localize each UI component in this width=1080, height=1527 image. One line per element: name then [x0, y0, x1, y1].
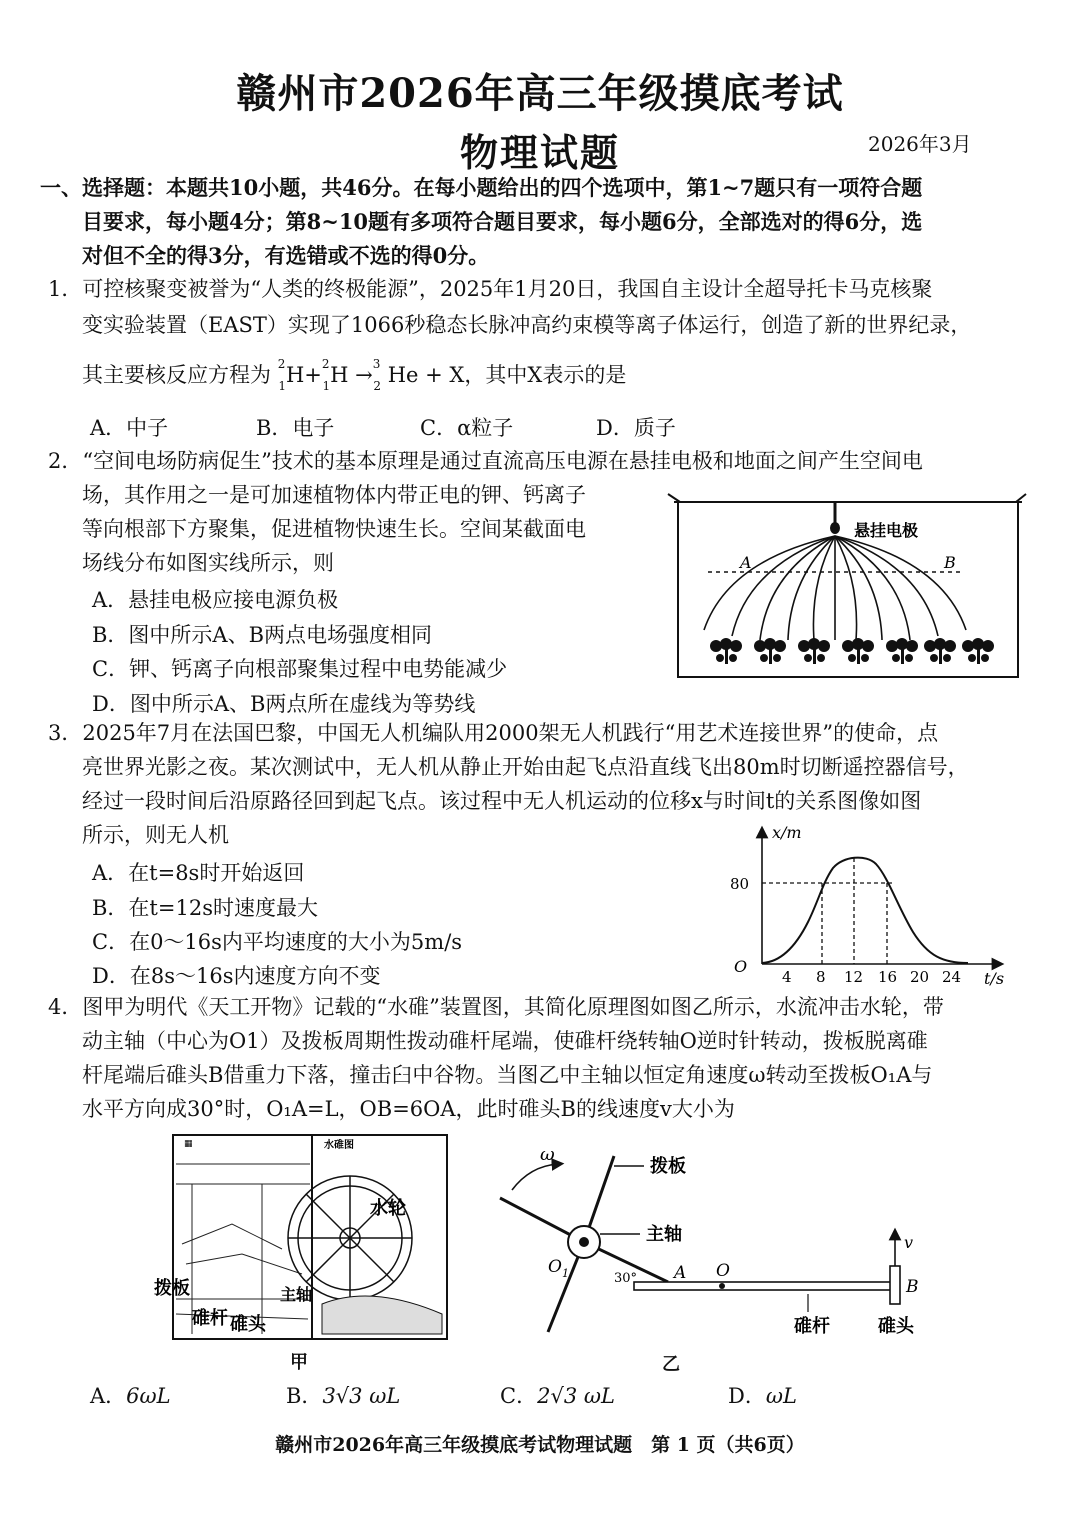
q2-electric-field-figure [668, 490, 1028, 690]
q3-displacement-time-graph [728, 822, 1018, 994]
x-tick-8: 8 [816, 968, 826, 986]
q4-figure-yi [490, 1130, 930, 1342]
jia-axle-label: 主轴 [280, 1285, 313, 1304]
q2-option-c[interactable]: C．钾、钙离子向根部聚集过程中电势能减少 [92, 657, 508, 681]
jia-inset-label: 水碓图 [324, 1140, 354, 1151]
o1-label: $O_1$ [548, 1257, 569, 1280]
x-tick-20: 20 [910, 968, 930, 986]
q4-line-2: 动主轴（中心为O1）及拨板周期性拨动碓杆尾端，使碓杆绕转轴O逆时针转动，拨板脱离碓 [82, 1029, 928, 1053]
q1-eq-prefix: 其主要核反应方程为 [82, 363, 271, 387]
q1-eq-suffix: ，其中X表示的是 [464, 363, 627, 387]
lever-bar [634, 1282, 898, 1290]
page-footer: 赣州市2026年高三年级摸底考试物理试题 第 1 页（共6页） [275, 1434, 805, 1456]
q1-line-1: 1．可控核聚变被誉为“人类的终极能源”，2025年1月20日，我国自主设计全超导托卡马克核聚 [48, 277, 933, 301]
q3-option-a[interactable]: A．在t=8s时开始返回 [92, 861, 305, 885]
exam-subtitle: 物理试题 [459, 130, 620, 175]
angle-label: 30° [614, 1271, 638, 1286]
q4-option-a[interactable]: A．6ωL [90, 1384, 171, 1408]
q3-line-3: 经过一段时间后沿原路径回到起飞点。该过程中无人机运动的位移x与时间t的关系图像如图 [82, 789, 922, 813]
rotation-arrow [512, 1164, 558, 1190]
exam-date: 2026年3月 [868, 132, 972, 156]
jia-top-glyph: ▦ [184, 1139, 193, 1149]
q4-figure-jia [154, 1134, 448, 1340]
yi-lever-label: 碓杆 [794, 1316, 830, 1337]
x-axis-label: t/s [984, 969, 1005, 988]
point-o-yi: O [716, 1261, 730, 1281]
suspended-electrode [830, 502, 840, 534]
q4-line-4: 水平方向成30°时，O₁A=L，OB=6OA，此时碓头B的线速度v大小为 [82, 1097, 735, 1121]
exam-title: 赣州市2026年高三年级摸底考试 [236, 70, 844, 117]
q4-line-3: 杆尾端后碓头B借重力下落，撞击臼中谷物。当图乙中主轴以恒定角速度ω转动至拨板O₁A与 [82, 1063, 933, 1087]
q2-line-3: 等向根部下方聚集，促进植物快速生长。空间某截面电 [82, 517, 586, 541]
section-heading-line-3: 对但不全的得3分，有选错或不选的得0分。 [82, 243, 490, 268]
yi-axle-label: 主轴 [646, 1224, 682, 1245]
jia-lever-label: 碓杆 [192, 1308, 228, 1329]
section-heading-line-2: 目要求，每小题4分；第8~10题有多项符合题目要求，每小题6分，全部选对的得6分，选 [82, 209, 923, 234]
point-a-yi: A [674, 1263, 687, 1283]
point-a-label: A [740, 553, 752, 572]
x-tick-12: 12 [844, 968, 864, 986]
q2-option-d[interactable]: D．图中所示A、B两点所在虚线为等势线 [92, 692, 476, 716]
q1-reaction-equation: $^2$1H+$^2$1H →$^3$2 He + X [277, 357, 465, 393]
q3-line-1: 3．2025年7月在法国巴黎，中国无人机编队用2000架无人机践行“用艺术连接世界”的使命，点 [48, 721, 939, 745]
q4-line-1: 4．图甲为明代《天工开物》记载的“水碓”装置图，其简化原理图如图乙所示，水流冲击水轮，带 [48, 995, 944, 1019]
y-axis-label: x/m [772, 823, 802, 842]
yi-head-label: 碓头 [878, 1316, 914, 1337]
omega-label: ω [540, 1144, 555, 1165]
q2-line-2: 场，其作用之一是可加速植物体内带正电的钾、钙离子 [82, 483, 586, 507]
q3-option-c[interactable]: C．在0～16s内平均速度的大小为5m/s [92, 930, 463, 954]
fig-jia-caption: 甲 [290, 1352, 308, 1373]
xt-curve [762, 858, 968, 963]
plants [710, 638, 994, 664]
q4-option-d[interactable]: D．ωL [728, 1384, 797, 1408]
y-mark-80: 80 [730, 875, 750, 893]
point-b-yi: B [906, 1277, 919, 1297]
pivot-o [719, 1283, 725, 1289]
x-tick-24: 24 [942, 968, 962, 986]
q4-option-c[interactable]: C．2√3 ωL [500, 1384, 615, 1408]
section-heading-line-1: 一、选择题：本题共10小题，共46分。在每小题给出的四个选项中，第1~7题只有一项符合题 [40, 175, 923, 200]
x-tick-16: 16 [878, 968, 898, 986]
q1-equation-line [82, 358, 626, 392]
jia-paddle-label: 拨板 [154, 1278, 190, 1299]
q1-line-2: 变实验装置（EAST）实现了1066秒稳态长脉冲高约束模等离子体运行，创造了新的世界纪录， [82, 313, 972, 337]
q1-option-a[interactable]: A．中子 [90, 416, 169, 440]
q2-option-b[interactable]: B．图中所示A、B两点电场强度相同 [92, 623, 433, 647]
q2-option-a[interactable]: A．悬挂电极应接电源负极 [92, 588, 339, 612]
q4-option-b[interactable]: B．3√3 ωL [286, 1384, 401, 1408]
q1-option-c[interactable]: C．α粒子 [420, 416, 514, 440]
origin-label: O [734, 957, 748, 976]
velocity-label: v [904, 1233, 914, 1252]
q2-line-1: 2．“空间电场防病促生”技术的基本原理是通过直流高压电源在悬挂电极和地面之间产生空间电 [48, 449, 923, 473]
fig-yi-caption: 乙 [662, 1354, 680, 1375]
q3-line-4: 所示，则无人机 [82, 823, 229, 847]
yi-paddle-label: 拨板 [650, 1156, 686, 1177]
q1-option-b[interactable]: B．电子 [256, 416, 335, 440]
x-tick-4: 4 [782, 968, 792, 986]
pestle-head [890, 1266, 900, 1304]
q1-option-d[interactable]: D．质子 [596, 416, 676, 440]
q3-line-2: 亮世界光影之夜。某次测试中，无人机从静止开始由起飞点沿直线飞出80m时切断遥控器信号， [82, 755, 969, 779]
electrode-label: 悬挂电极 [854, 521, 919, 540]
field-lines [704, 536, 966, 640]
water-wheel [288, 1176, 412, 1300]
wheel-label: 水轮 [370, 1198, 406, 1219]
point-b-label: B [944, 553, 956, 572]
jia-head-label: 碓头 [230, 1314, 266, 1335]
q2-line-4: 场线分布如图实线所示，则 [82, 551, 334, 575]
q3-option-b[interactable]: B．在t=12s时速度最大 [92, 896, 318, 920]
q3-option-d[interactable]: D．在8s～16s内速度方向不变 [92, 964, 381, 988]
